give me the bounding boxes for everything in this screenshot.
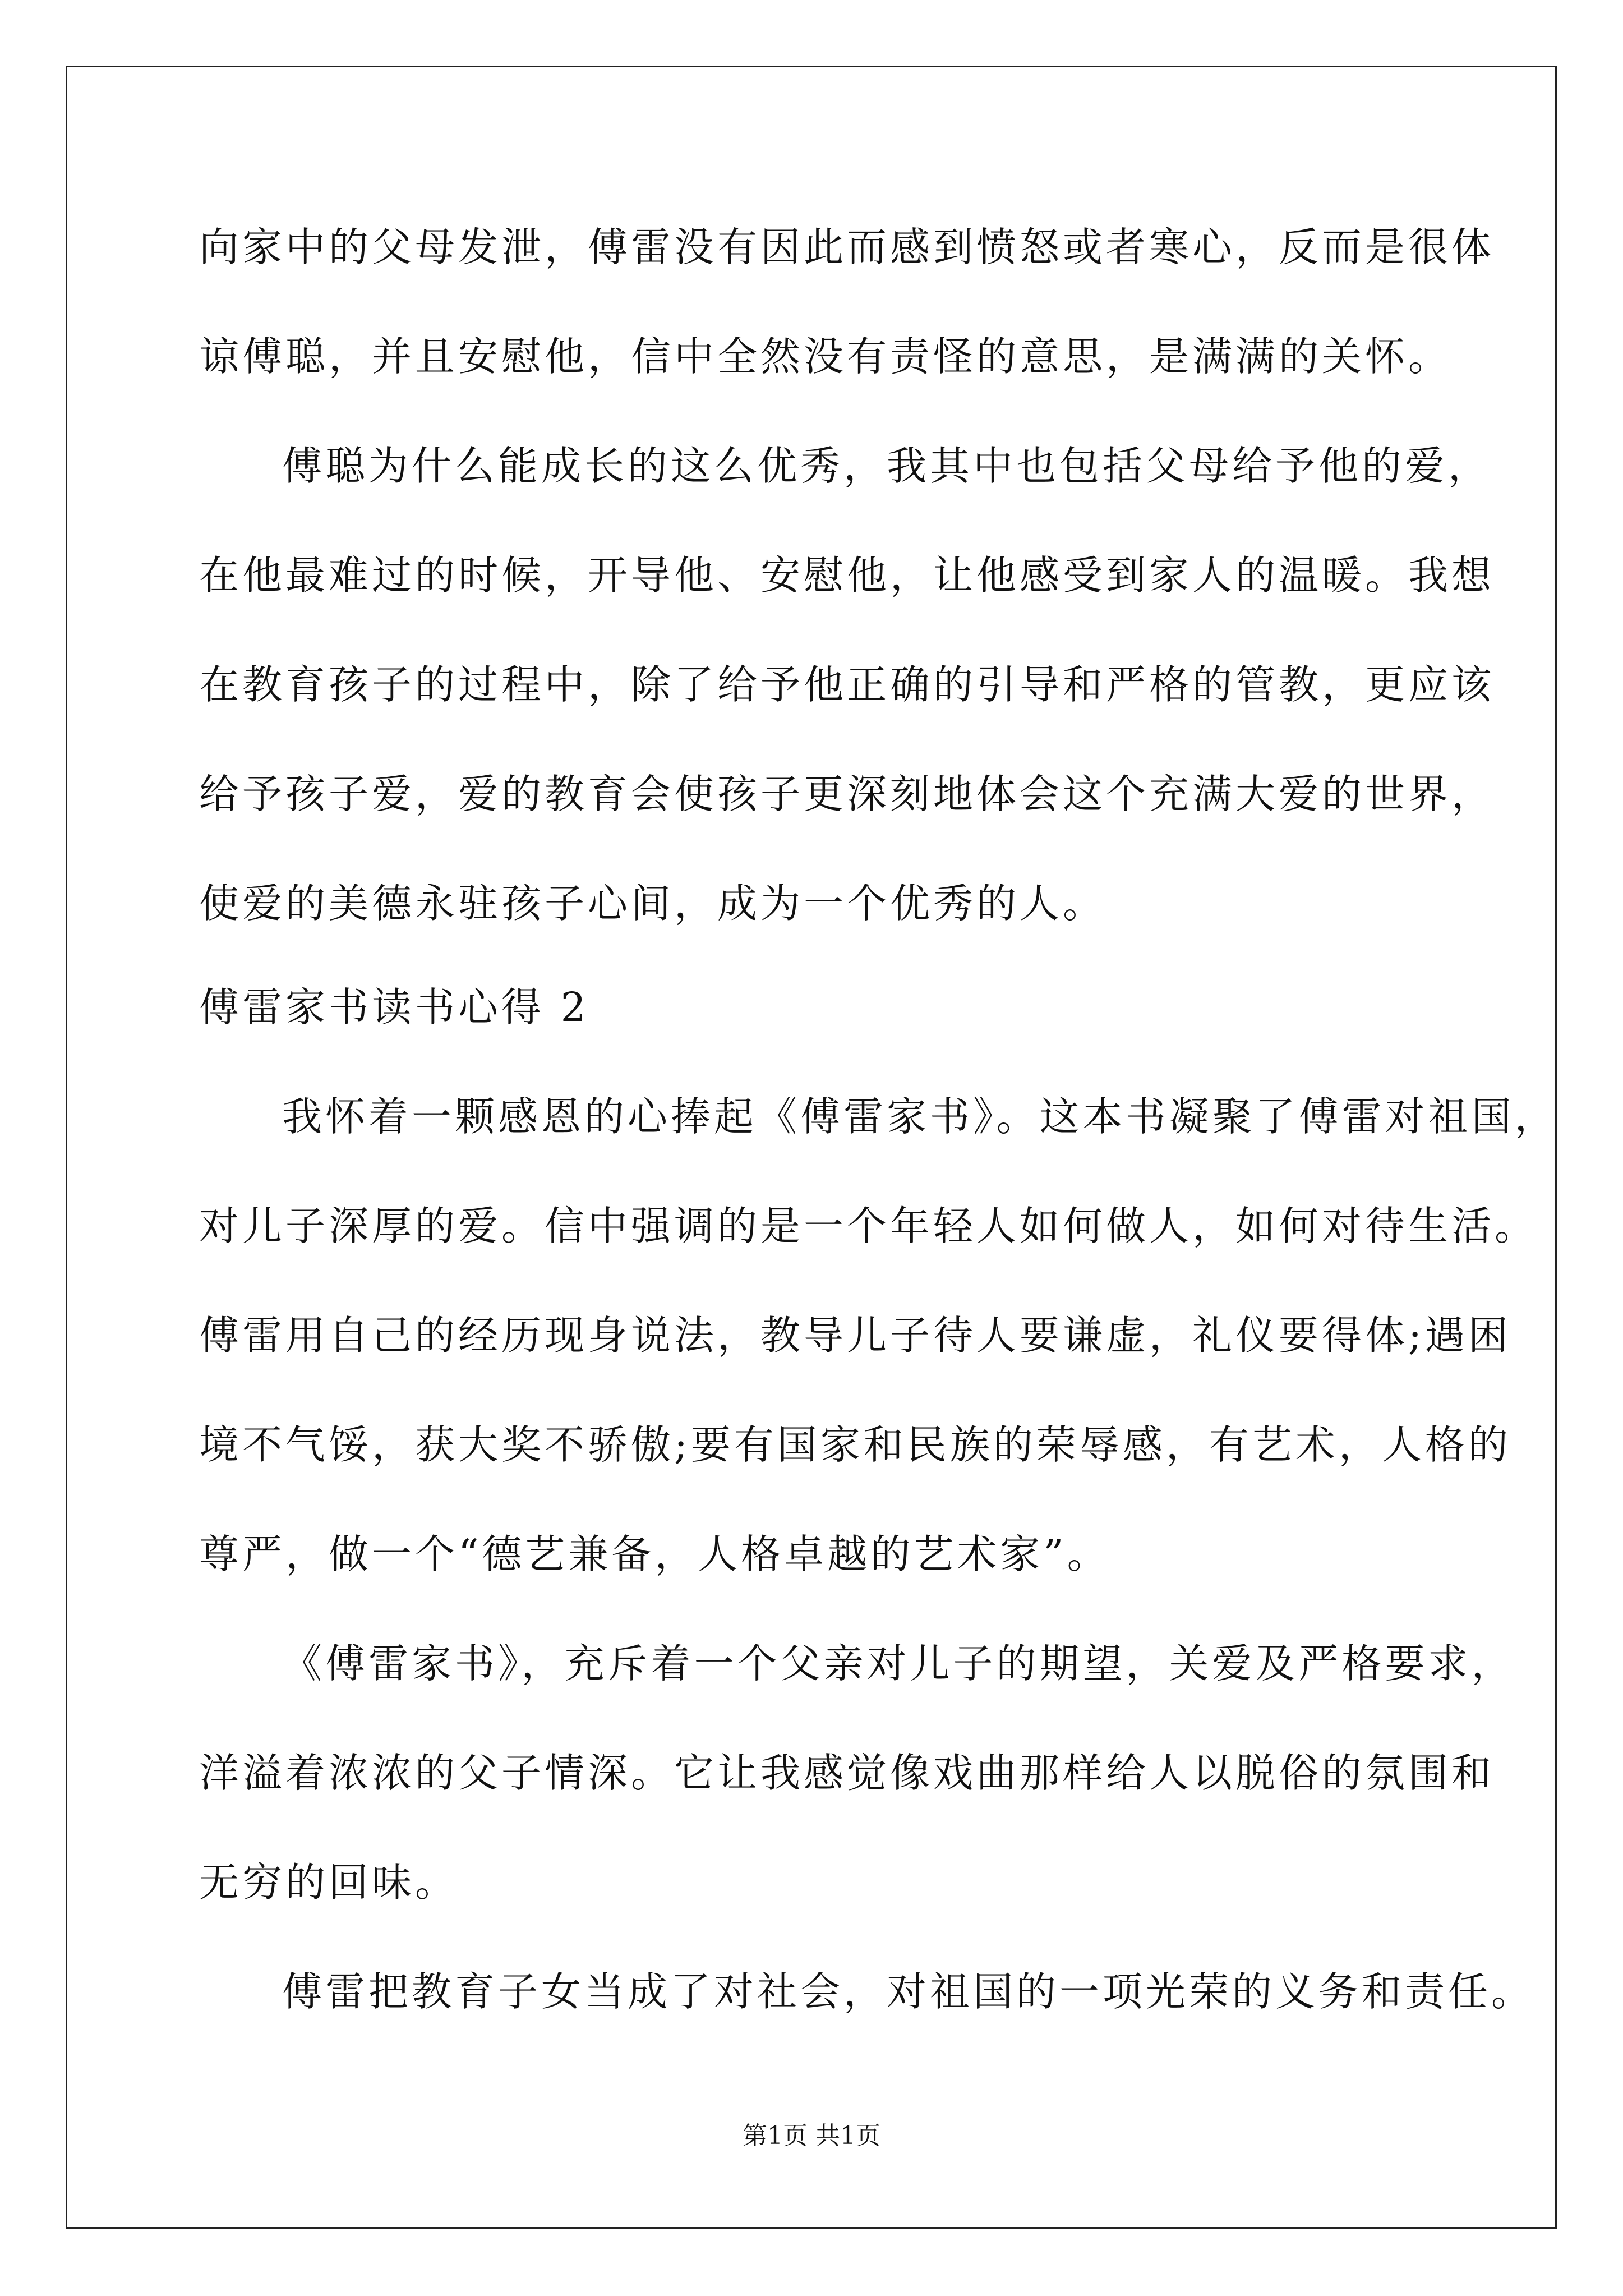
paragraph-start-line: 《傅雷家书》，充斥着一个父亲对儿子的期望，关爱及严格要求， — [282, 1640, 1515, 1687]
text-line: 对儿子深厚的爱。信中强调的是一个年轻人如何做人，如何对待生活。 — [199, 1203, 1538, 1249]
text-line: 境不气馁，获大奖不骄傲;要有国家和民族的荣辱感，有艺术，人格的 — [199, 1421, 1511, 1468]
paragraph-start-line: 傅聪为什么能成长的这么优秀，我其中也包括父母给予他的爱， — [282, 443, 1492, 489]
text-line: 在他最难过的时候，开导他、安慰他，让他感受到家人的温暖。我想 — [199, 552, 1495, 599]
text-line: 在教育孩子的过程中，除了给予他正确的引导和严格的管教，更应该 — [199, 661, 1495, 708]
text-line: 谅傅聪，并且安慰他，信中全然没有责怪的意思，是满满的关怀。 — [199, 333, 1452, 380]
paragraph-start-line: 我怀着一颗感恩的心捧起《傅雷家书》。这本书凝聚了傅雷对祖国， — [282, 1093, 1558, 1140]
page-footer: 第1页 共1页 — [743, 2122, 880, 2150]
text-line: 洋溢着浓浓的父子情深。它让我感觉像戏曲那样给人以脱俗的氛围和 — [199, 1750, 1495, 1796]
text-line: 给予孩子爱，爱的教育会使孩子更深刻地体会这个充满大爱的世界， — [199, 771, 1495, 817]
text-line: 使爱的美德永驻孩子心间，成为一个优秀的人。 — [199, 880, 1106, 927]
section-heading: 傅雷家书读书心得 2 — [199, 984, 589, 1030]
text-line: 尊严，做一个“德艺兼备，人格卓越的艺术家”。 — [199, 1531, 1110, 1577]
text-line: 傅雷用自己的经历现身说法，教导儿子待人要谦虚，礼仪要得体;遇困 — [199, 1312, 1511, 1359]
text-line: 无穷的回味。 — [199, 1859, 459, 1906]
paragraph-start-line: 傅雷把教育子女当成了对社会，对祖国的一项光荣的义务和责任。 — [282, 1968, 1535, 2015]
text-line: 向家中的父母发泄，傅雷没有因此而感到愤怒或者寒心，反而是很体 — [199, 224, 1495, 270]
